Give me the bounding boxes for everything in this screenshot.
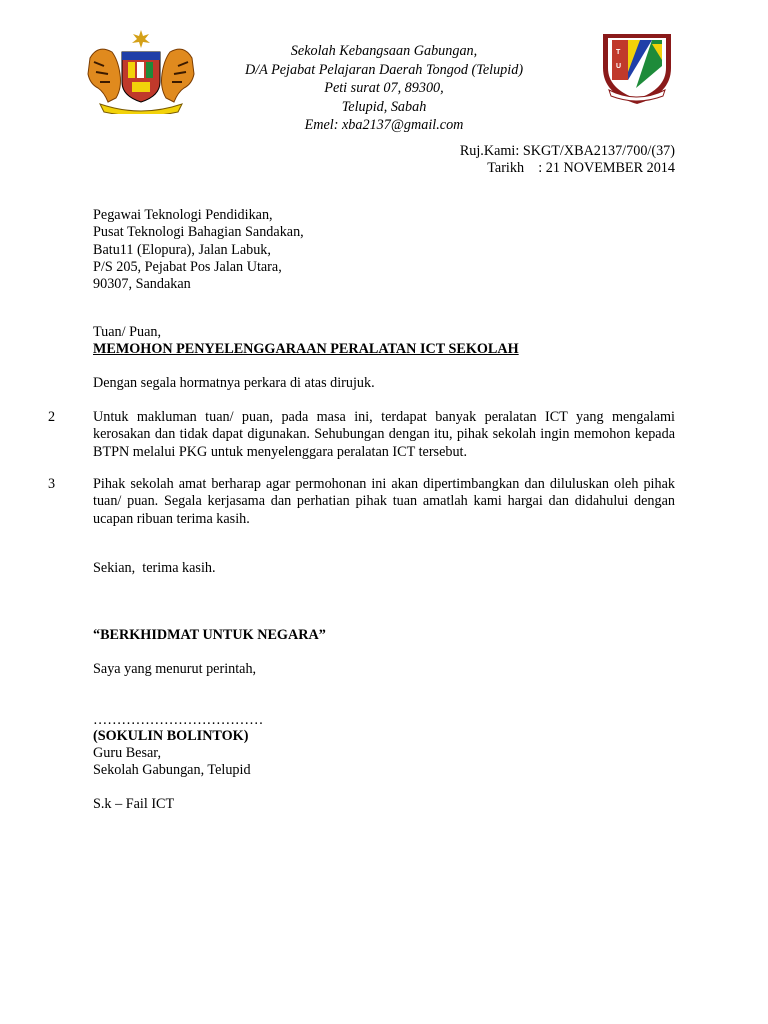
paragraph-number: 3 (48, 476, 56, 492)
school-crest-logo (597, 24, 677, 108)
city: Telupid, Sabah (341, 98, 427, 115)
opening-sentence: Dengan segala hormatnya perkara di atas dirujuk. (93, 375, 375, 391)
reference-number: Ruj.Kami: SKGT/XBA2137/700/(37) (459, 143, 675, 159)
email: Emel: xba2137@gmail.com (304, 117, 464, 133)
paragraph-number: 2 (48, 409, 56, 425)
signatory-name: (SOKULIN BOLINTOK) (93, 728, 249, 744)
recipient-line: Batu11 (Elopura), Jalan Labuk, (93, 241, 271, 258)
signature-line: ……………………………… (93, 712, 264, 728)
recipient-address (93, 207, 304, 293)
paragraph-3: Pihak sekolah amat berharap agar permohonan ini akan dipertimbangkan dan diluluskan oleh pihak tuan/ puan. Segala kerjasama dan perhatian pihak tuan amatlah kami hargai dan didahului dengan ucapan ribuan terima kasih. (93, 476, 675, 527)
svg-text:U: U (616, 63, 622, 70)
recipient-line: P/S 205, Pejabat Pos Jalan Utara, (93, 258, 282, 275)
motto: “BERKHIDMAT UNTUK NEGARA” (93, 627, 326, 643)
paragraph-2: Untuk makluman tuan/ puan, pada masa ini, terdapat banyak peralatan ICT yang mengalami kerosakan dan tidak dapat digunakan. Sehubungan dengan itu, pihak sekolah ingin memohon kepada BTPN melalui PKG untuk menyelenggara peralatan ICT tersebut. (93, 409, 675, 460)
school-name: Sekolah Kebangsaan Gabungan, (290, 43, 478, 59)
recipient-line: Pegawai Teknologi Pendidikan, (93, 207, 273, 223)
signatory-school: Sekolah Gabungan, Telupid (93, 762, 251, 778)
care-of: D/A Pejabat Pelajaran Daerah Tongod (Telupid) (244, 61, 524, 78)
recipient-line: 90307, Sandakan (93, 276, 191, 293)
recipient-line: Pusat Teknologi Bahagian Sandakan, (93, 224, 304, 241)
reference-block (420, 143, 675, 176)
signatory-title: Guru Besar, (93, 745, 161, 761)
obedient-line: Saya yang menurut perintah, (93, 661, 257, 677)
crest-letters: T (616, 49, 621, 56)
letterhead (160, 42, 608, 135)
subject-heading: MEMOHON PENYELENGGARAAN PERALATAN ICT SEKOLAH (93, 341, 519, 357)
po-box: Peti surat 07, 89300, (324, 80, 444, 96)
salutation: Tuan/ Puan, (93, 324, 162, 340)
letter-date: Tarikh : 21 NOVEMBER 2014 (487, 159, 675, 176)
closing: Sekian, terima kasih. (93, 560, 216, 576)
carbon-copy: S.k – Fail ICT (93, 796, 175, 812)
